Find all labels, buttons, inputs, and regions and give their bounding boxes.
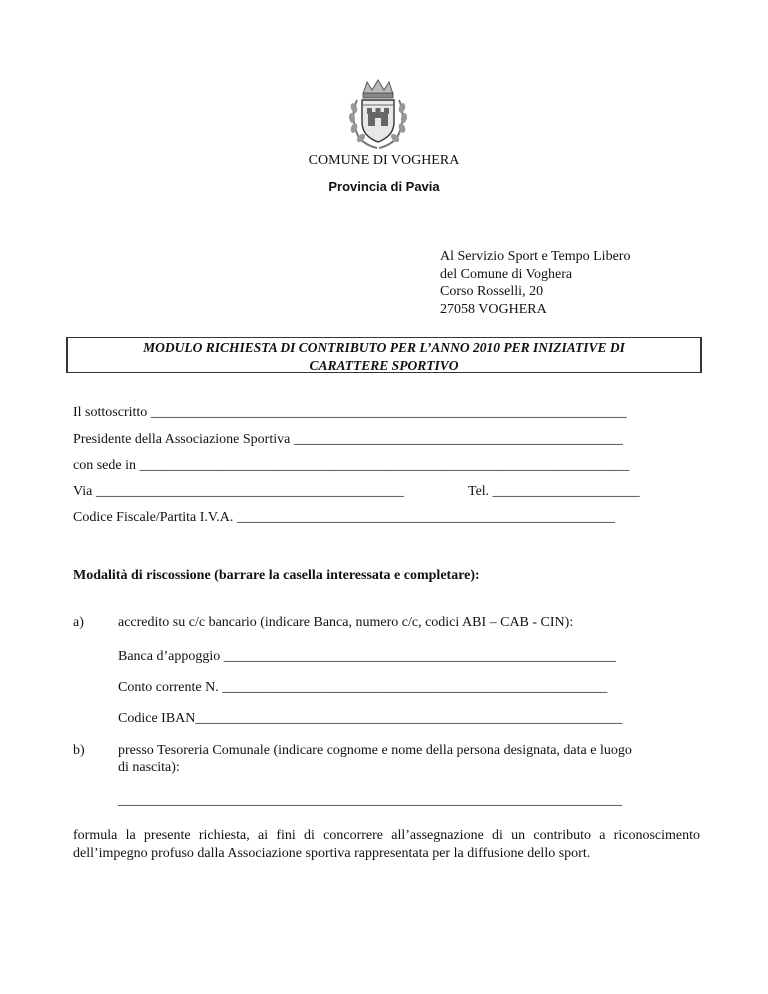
- sede-field[interactable]: con sede in ______________________________________________________________________: [73, 458, 630, 473]
- province-name: Provincia di Pavia: [328, 179, 440, 194]
- recipient-line-4: 27058 VOGHERA: [440, 301, 547, 317]
- form-title-box: [66, 337, 702, 373]
- bank-field[interactable]: Banca d’appoggio ________________________________________________________: [118, 649, 616, 664]
- form-title-line-1: MODULO RICHIESTA DI CONTRIBUTO PER L’ANNO 2010 PER INIZIATIVE DI: [143, 340, 625, 355]
- option-b-text-line-1: presso Tesoreria Comunale (indicare cognome e nome della persona designata, data e luogo: [118, 743, 632, 758]
- iban-field[interactable]: Codice IBAN_____________________________________________________________: [118, 711, 623, 726]
- sottoscritto-field[interactable]: Il sottoscritto ____________________________________________________________________: [73, 405, 627, 420]
- tel-field[interactable]: Tel. _____________________: [468, 484, 640, 499]
- municipality-name: COMUNE DI VOGHERA: [308, 153, 460, 168]
- account-field[interactable]: Conto corrente N. _______________________________________________________: [118, 680, 608, 695]
- option-b-blank-field[interactable]: ________________________________________________________________________: [118, 793, 622, 808]
- recipient-line-3: Corso Rosselli, 20: [440, 284, 544, 299]
- payment-heading: Modalità di riscossione (barrare la casella interessata e completare):: [73, 568, 480, 583]
- recipient-address: [440, 248, 630, 318]
- via-field[interactable]: Via ____________________________________________: [73, 484, 404, 499]
- presidente-field[interactable]: Presidente della Associazione Sportiva _______________________________________________: [73, 432, 623, 447]
- coat-of-arms-icon: [343, 78, 413, 150]
- option-a-marker: a): [73, 615, 84, 630]
- closing-paragraph: formula la presente richiesta, ai fini di concorrere all’assegnazione di un contributo a riconoscimento dell’impegno profuso dalla Associazione sportiva rappresentata per la diffusione dello sport.: [73, 828, 700, 861]
- option-b-marker: b): [73, 743, 85, 758]
- form-title-line-2: CARATTERE SPORTIVO: [309, 358, 459, 373]
- option-a-text: accredito su c/c bancario (indicare Banca, numero c/c, codici ABI – CAB - CIN):: [118, 615, 574, 630]
- option-b-text-line-2: di nascita):: [118, 760, 180, 775]
- recipient-line-1: Al Servizio Sport e Tempo Libero: [440, 249, 631, 264]
- codice-fiscale-field[interactable]: Codice Fiscale/Partita I.V.A. ______________________________________________________: [73, 510, 615, 525]
- recipient-line-2: del Comune di Voghera: [440, 266, 573, 282]
